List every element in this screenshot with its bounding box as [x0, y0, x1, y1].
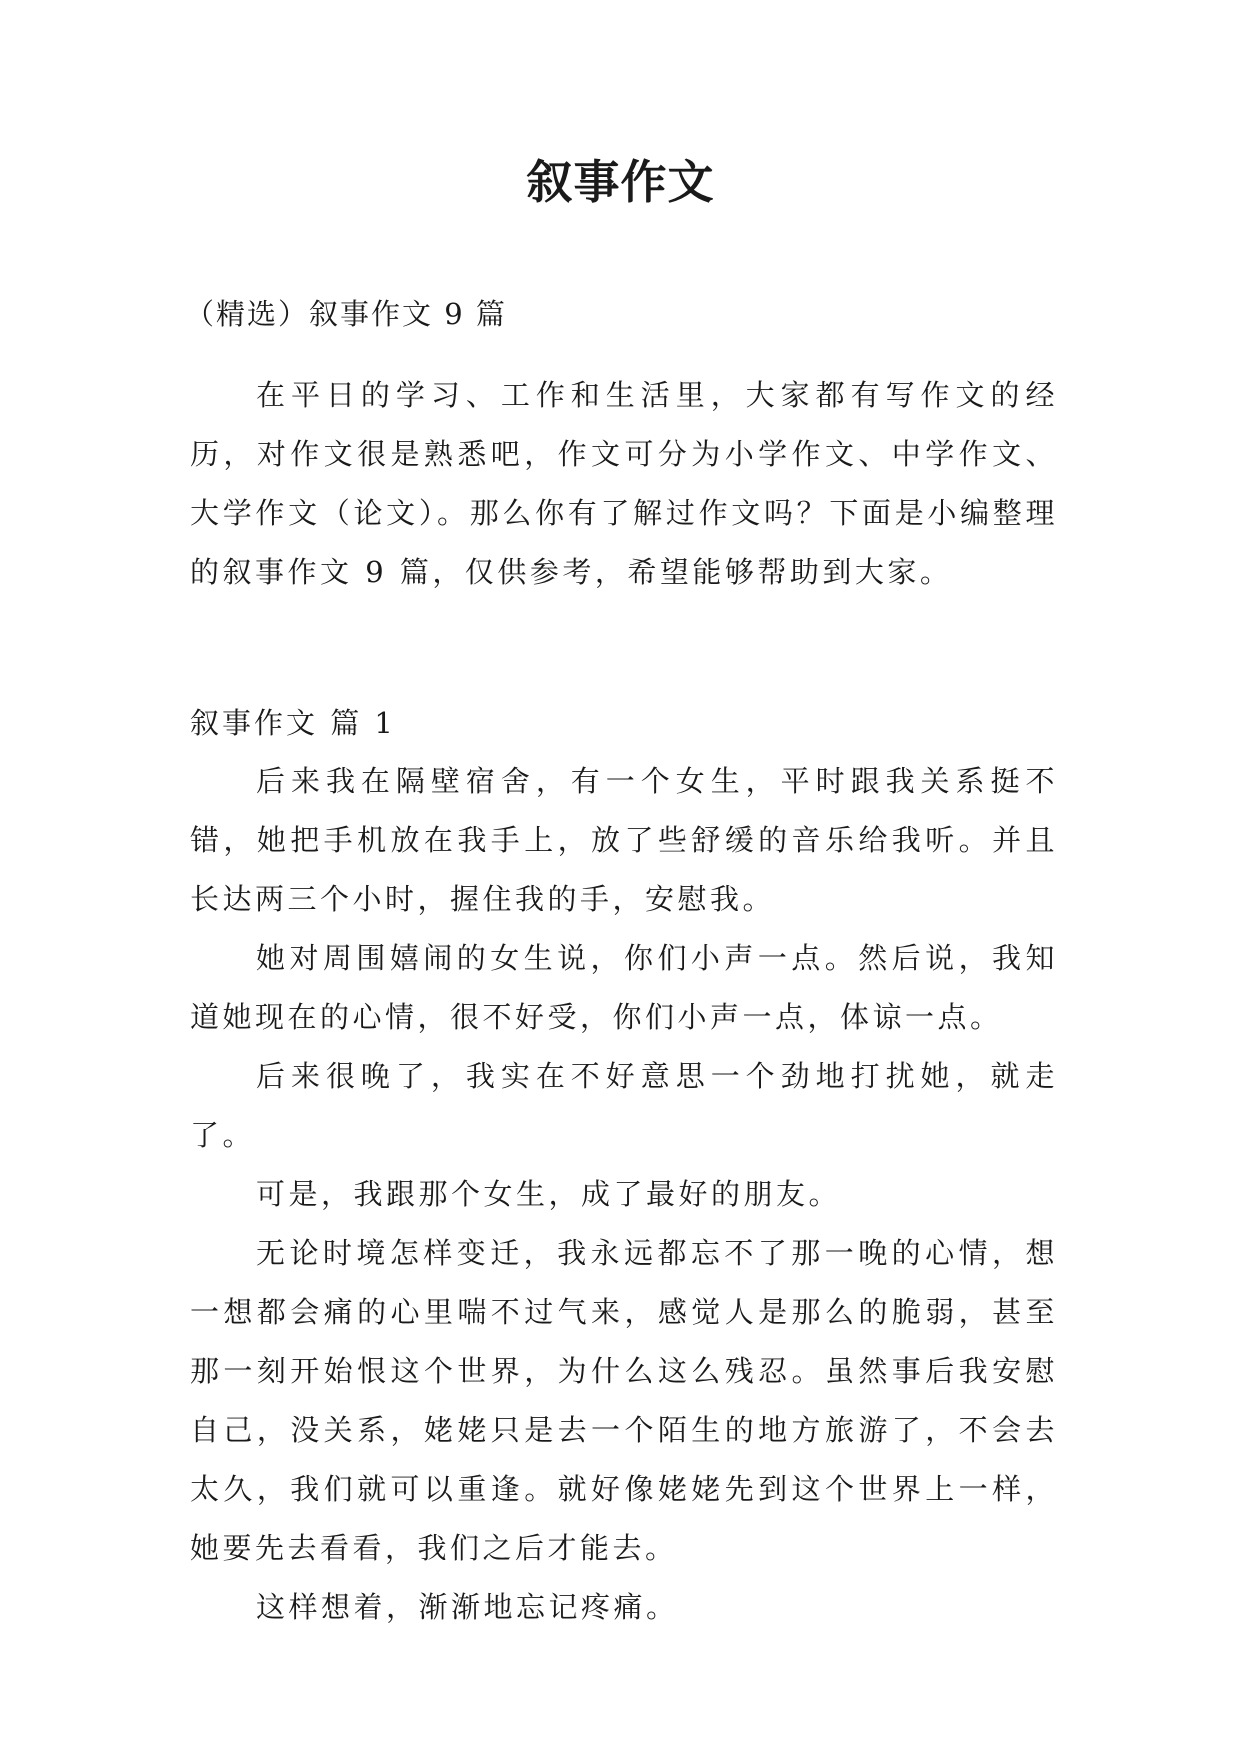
document-title: 叙事作文	[526, 155, 715, 209]
body-paragraph: 她对周围嬉闹的女生说，你们小声一点。然后说，我知道她现在的心情，很不好受，你们小声一点，体谅一点。	[190, 941, 1058, 1034]
intro-block	[190, 366, 1058, 602]
body-paragraph: 无论时境怎样变迁，我永远都忘不了那一晚的心情，想一想都会痛的心里喘不过气来，感觉人是那么的脆弱，甚至那一刻开始恨这个世界，为什么这么残忍。虽然事后我安慰自己，没关系，姥姥只是去一个陌生的地方旅游了，不会去太久，我们就可以重逢。就好像姥姥先到这个世界上一样，她要先去看看，我们之后才能去。	[190, 1236, 1058, 1565]
body-paragraph: 这样想着，渐渐地忘记疼痛。	[256, 1590, 679, 1624]
article-body	[190, 752, 1058, 1637]
document-subtitle: （精选）叙事作文 9 篇	[185, 297, 507, 331]
body-paragraph: 后来我在隔壁宿舍，有一个女生，平时跟我关系挺不错，她把手机放在我手上，放了些舒缓的音乐给我听。并且长达两三个小时，握住我的手，安慰我。	[190, 764, 1058, 916]
body-paragraph: 可是，我跟那个女生，成了最好的朋友。	[256, 1177, 842, 1211]
section-heading: 叙事作文 篇 1	[190, 706, 396, 740]
intro-paragraph: 在平日的学习、工作和生活里，大家都有写作文的经历，对作文很是熟悉吧，作文可分为小学作文、中学作文、大学作文（论文）。那么你有了解过作文吗？下面是小编整理的叙事作文 9 篇，仅供参考，希望能够帮助到大家。	[190, 378, 1058, 589]
body-paragraph: 后来很晚了，我实在不好意思一个劲地打扰她，就走了。	[190, 1059, 1058, 1152]
